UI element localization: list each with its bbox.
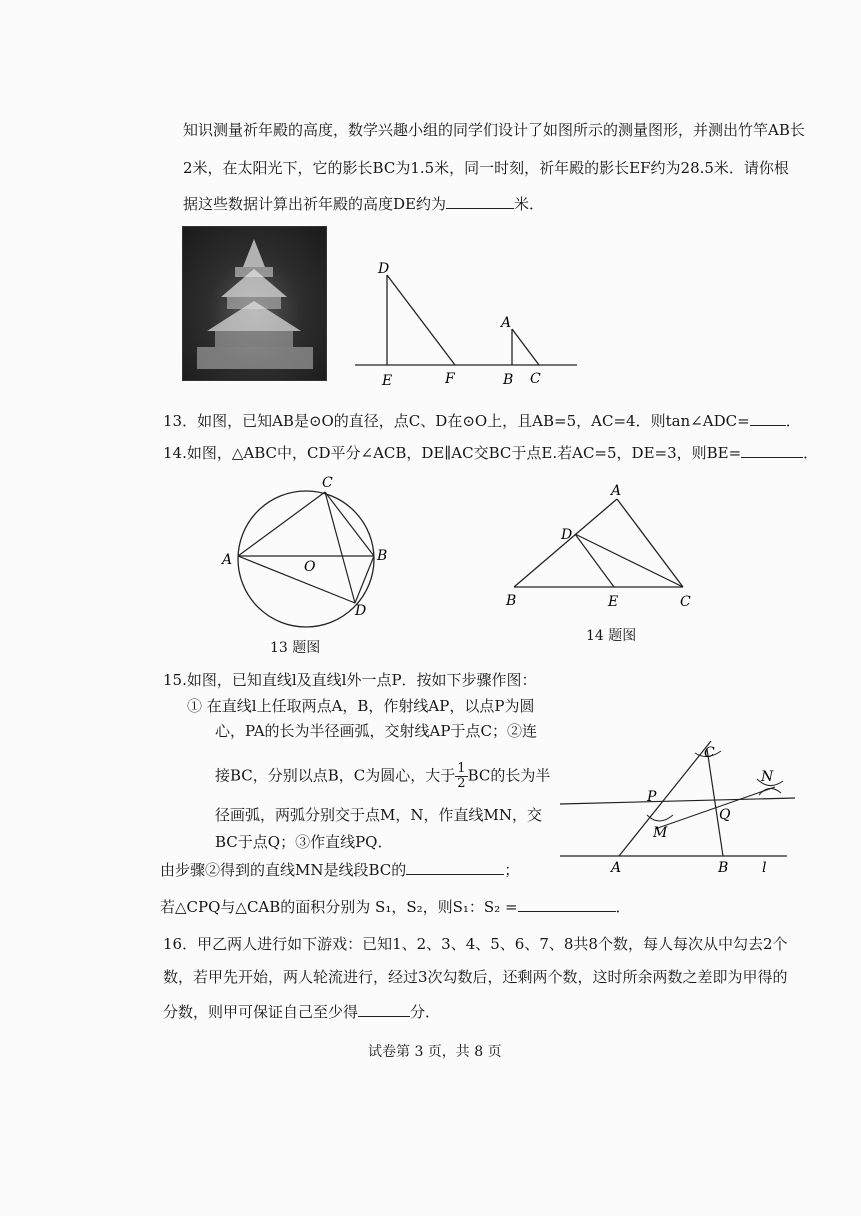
temple-silhouette	[183, 227, 326, 380]
q12-line3-unit: 米．	[513, 195, 544, 213]
label-D: D	[561, 527, 573, 543]
fraction-denominator: 2	[457, 776, 466, 791]
q15-line3: 心，PA的长为半径画弧，交射线AP于点C；②连	[215, 722, 537, 740]
label-A: A	[501, 315, 512, 331]
chord-CD	[325, 492, 355, 603]
q15-line8-text: 若△CPQ与△CAB的面积分别为 S₁，S₂，则S₁：S₂ =	[160, 898, 518, 916]
q12-answer-blank[interactable]	[446, 193, 514, 209]
q15-line4-text: 接BC，分别以点B，C为圆心，大于	[215, 766, 456, 785]
q15-line4	[215, 762, 550, 791]
q15-line5: 径画弧，两弧分别交于点M，N，作直线MN，交	[215, 806, 542, 824]
segment-AC	[617, 499, 683, 587]
arc-N-2	[759, 788, 781, 795]
label-O: O	[304, 559, 316, 575]
q14-stem: 14.如图，△ABC中，CD平分∠ACB，DE∥AC交BC于点E.若AC=5，DE=3，则BE=	[163, 444, 742, 462]
label-N: N	[761, 769, 774, 785]
q13-caption: 13 题图	[270, 640, 321, 656]
label-E: E	[608, 594, 619, 610]
segment-DE	[575, 534, 614, 587]
line-MN	[655, 787, 775, 829]
q12-line3	[183, 193, 544, 214]
chord-CB	[325, 492, 374, 556]
q15-line1: 15.如图，已知直线l及直线l外一点P．按如下步骤作图：	[163, 671, 537, 689]
label-B: B	[506, 593, 517, 609]
fraction-one-half	[455, 762, 467, 791]
label-B: B	[503, 372, 514, 388]
q16-line3-text: 分数，则甲可保证自己至少得	[163, 1003, 359, 1021]
segment-AC	[512, 329, 539, 365]
q14-answer-blank[interactable]	[741, 442, 803, 458]
q14-caption: 14 题图	[586, 628, 637, 644]
q14-end: ．	[803, 444, 819, 462]
label-A: A	[222, 552, 233, 568]
q15-line8-end: ．	[615, 898, 631, 916]
q13-text	[163, 410, 801, 431]
label-E: E	[382, 373, 393, 389]
q16-line3-end: 分．	[410, 1003, 441, 1021]
label-B: B	[718, 860, 729, 875]
q15-line7-text: 由步骤②得到的直线MN是线段BC的	[160, 861, 407, 879]
label-F: F	[445, 371, 455, 387]
q15-construction-figure	[555, 735, 800, 875]
q13-answer-blank[interactable]	[750, 410, 786, 426]
q13-end: ．	[785, 412, 801, 430]
label-B: B	[377, 548, 388, 564]
line-PQ	[560, 798, 795, 804]
q16-line3	[163, 1001, 440, 1022]
q15-line7-end: ；	[504, 861, 520, 879]
label-D: D	[378, 261, 390, 277]
q12-shadow-figure	[345, 255, 585, 390]
q14-triangle-figure	[500, 482, 700, 612]
q15-line2: ① 在直线l上任取两点A，B，作射线AP，以点P为圆	[187, 697, 535, 715]
page-footer: 试卷第 3 页，共 8 页	[368, 1044, 502, 1060]
label-C: C	[704, 745, 715, 761]
label-Q: Q	[719, 807, 731, 823]
q14-text	[163, 442, 818, 463]
chord-AC	[238, 492, 325, 556]
label-A: A	[611, 483, 622, 499]
q15-line4-rest: BC的长为半	[467, 766, 551, 785]
chord-AD	[238, 556, 355, 603]
label-P: P	[647, 789, 657, 805]
q13-stem: 13．如图，已知AB是⊙O的直径，点C、D在⊙O上，且AB=5，AC=4．则tan∠ADC=	[163, 412, 750, 430]
q12-line2: 2米，在太阳光下，它的影长BC为1.5米，同一时刻，祈年殿的影长EF约为28.5米．请你根	[183, 159, 789, 177]
q16-line1: 16．甲乙两人进行如下游戏：已知1、2、3、4、5、6、7、8共8个数，每人每次从中勾去2个	[163, 935, 788, 953]
label-M: M	[653, 825, 668, 841]
q13-circle-figure	[215, 470, 400, 640]
segment-CD	[575, 534, 683, 587]
q15-answer-blank-2[interactable]	[518, 896, 616, 912]
label-C: C	[322, 475, 333, 491]
q16-line2: 数，若甲先开始，两人轮流进行，经过3次勾数后，还剩两个数，这时所余两数之差即为甲得的	[163, 968, 788, 986]
segment-DF	[387, 275, 455, 365]
label-C: C	[680, 594, 691, 610]
fraction-numerator: 1	[457, 761, 466, 776]
label-A: A	[611, 860, 622, 875]
q12-line1: 知识测量祈年殿的高度，数学兴趣小组的同学们设计了如图所示的测量图形，并测出竹竿AB长	[183, 121, 805, 139]
label-C: C	[530, 371, 541, 387]
temple-photo	[182, 226, 327, 381]
label-l: l	[762, 860, 767, 875]
q15-answer-blank-1[interactable]	[406, 859, 504, 875]
q15-line7	[160, 859, 519, 880]
q16-answer-blank[interactable]	[358, 1001, 410, 1017]
q12-line3-text: 据这些数据计算出祈年殿的高度DE约为	[183, 195, 446, 213]
label-D: D	[355, 603, 367, 619]
q15-line8	[160, 896, 631, 917]
q15-line6: BC于点Q；③作直线PQ．	[215, 833, 393, 851]
segment-BC	[707, 749, 723, 856]
segment-BA	[514, 499, 617, 587]
